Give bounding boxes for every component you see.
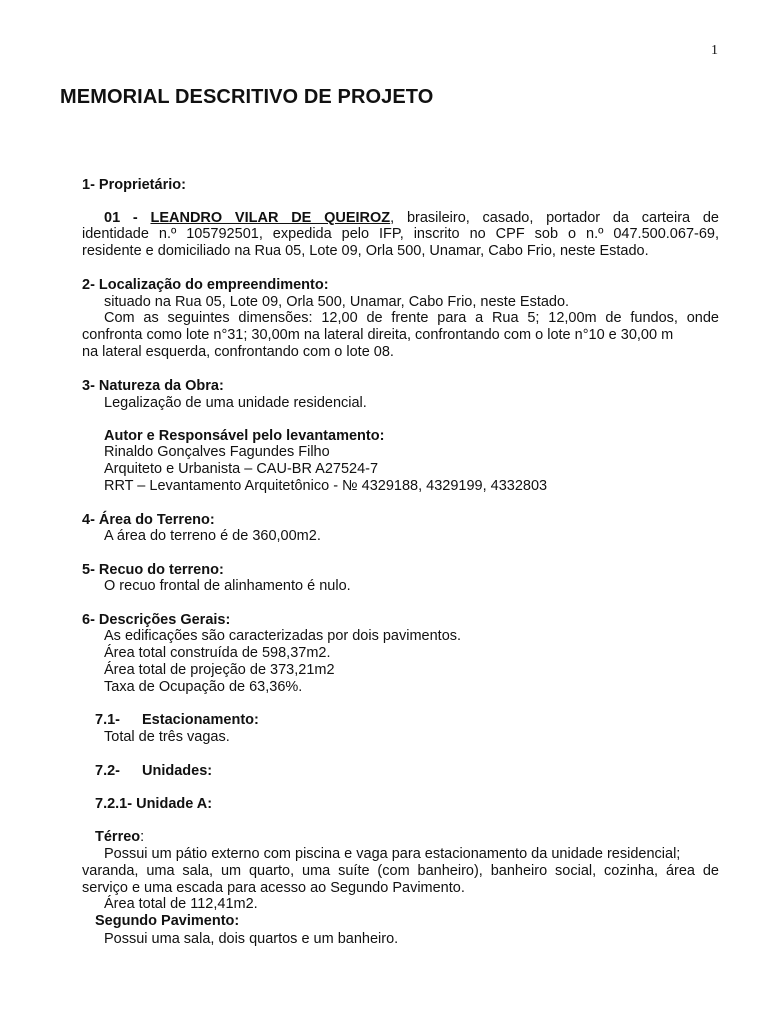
owner-number: 01 - — [104, 210, 151, 226]
owner-line-3: residente e domiciliado na Rua 05, Lote 09, Orla 500, Unamar, Cabo Frio, neste Estado. — [82, 243, 649, 259]
general-line-4: Taxa de Ocupação de 63,36%. — [104, 679, 303, 695]
section-7-2-number: 7.2- — [95, 763, 120, 779]
section-6-heading: 6- Descrições Gerais: — [82, 612, 231, 628]
setback-text: O recuo frontal de alinhamento é nulo. — [104, 578, 351, 594]
author-rrt: RRT – Levantamento Arquitetônico - № 4329188, 4329199, 4332803 — [104, 478, 548, 494]
location-line-1: situado na Rua 05, Lote 09, Orla 500, Unamar, Cabo Frio, neste Estado. — [104, 294, 570, 310]
section-5-heading: 5- Recuo do terreno: — [82, 562, 224, 578]
section-7-1-heading — [95, 712, 732, 729]
section-2-heading: 2- Localização do empreendimento: — [82, 277, 329, 293]
ground-floor-line-1: Possui um pátio externo com piscina e vaga para estacionamento da unidade residencial; — [104, 846, 681, 862]
location-line-2: Com as seguintes dimensões: 12,00 de frente para a Rua 5; 12,00m de fundos, onde — [104, 310, 719, 326]
ground-floor-heading — [95, 829, 732, 846]
parking-text: Total de três vagas. — [104, 729, 230, 745]
section-7-1-label: Estacionamento: — [142, 712, 259, 728]
second-floor-heading: Segundo Pavimento: — [95, 913, 240, 929]
page-number: 1 — [711, 43, 718, 58]
location-line-3: confronta como lote n°31; 30,00m na lateral direita, confrontando com o lote n°10 e 30,00 m — [82, 327, 674, 343]
section-1-heading: 1- Proprietário: — [82, 177, 186, 193]
section-4-heading: 4- Área do Terreno: — [82, 512, 215, 528]
general-line-2: Área total construída de 598,37m2. — [104, 645, 331, 661]
general-line-3: Área total de projeção de 373,21m2 — [104, 662, 335, 678]
section-7-2-heading — [95, 763, 732, 780]
nature-line-1: Legalização de uma unidade residencial. — [104, 395, 367, 411]
general-line-1: As edificações são caracterizadas por dois pavimentos. — [104, 628, 462, 644]
terrain-area: A área do terreno é de 360,00m2. — [104, 528, 321, 544]
ground-floor-label: Térreo — [95, 829, 141, 845]
author-heading: Autor e Responsável pelo levantamento: — [104, 428, 385, 444]
document-title: MEMORIAL DESCRITIVO DE PROJETO — [60, 86, 434, 108]
owner-line-1 — [82, 210, 719, 227]
ground-floor-line-3: serviço e uma escada para acesso ao Segundo Pavimento. — [82, 880, 465, 896]
section-7-2-label: Unidades: — [142, 763, 213, 779]
section-7-2-1-heading: 7.2.1- Unidade A: — [95, 796, 213, 812]
location-line-4: na lateral esquerda, confrontando com o lote 08. — [82, 344, 394, 360]
author-title: Arquiteto e Urbanista – CAU-BR A27524-7 — [104, 461, 379, 477]
author-name: Rinaldo Gonçalves Fagundes Filho — [104, 444, 330, 460]
ground-floor-area: Área total de 112,41m2. — [104, 896, 258, 912]
second-floor-line-1: Possui uma sala, dois quartos e um banheiro. — [104, 931, 399, 947]
ground-floor-colon: : — [140, 829, 145, 845]
ground-floor-line-2: varanda, uma sala, um quarto, uma suíte (com banheiro), banheiro social, cozinha, área de — [82, 863, 719, 879]
section-3-heading: 3- Natureza da Obra: — [82, 378, 224, 394]
owner-line-1-rest: , brasileiro, casado, portador da carteira de — [390, 210, 719, 226]
section-7-1-number: 7.1- — [95, 712, 120, 728]
owner-line-2: identidade n.º 105792501, expedida pelo IFP, inscrito no CPF sob o n.º 047.500.067-69, — [82, 226, 719, 242]
owner-name: LEANDRO VILAR DE QUEIROZ — [150, 210, 391, 226]
